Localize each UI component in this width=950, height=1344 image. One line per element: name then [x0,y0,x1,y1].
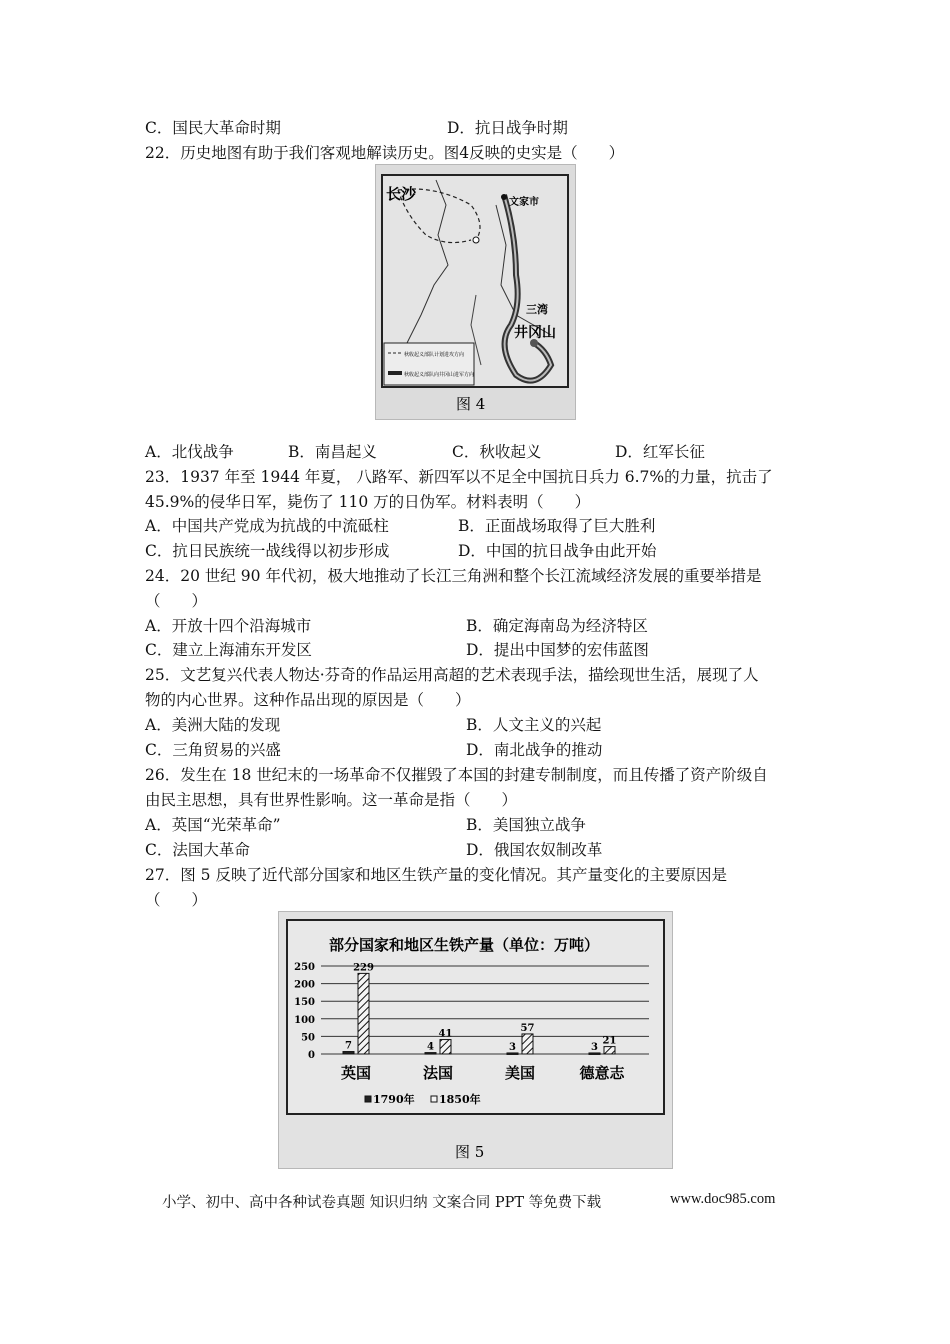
route-map-svg [376,165,575,419]
q24-option-d: D．提出中国梦的宏伟蓝图 [466,641,649,659]
legend-planned: 秋收起义部队计划进攻方向 [404,352,465,358]
category-label: 德意志 [579,1064,625,1082]
figure-4-map [375,164,576,420]
q25-option-c: C．三角贸易的兴盛 [145,741,281,759]
data-label: 41 [438,1028,453,1040]
q22-stem: 22．历史地图有助于我们客观地解读历史。图4反映的史实是（ ） [145,144,625,162]
city-changsha: 长沙 [386,185,417,203]
q23-option-c: C．抗日民族统一战线得以初步形成 [145,542,390,560]
data-label: 4 [427,1041,434,1053]
q21-option-c: C．国民大革命时期 [145,119,281,137]
q24-option-a: A．开放十四个沿海城市 [145,617,312,635]
y-tick-label: 150 [294,997,315,1009]
q23-option-b: B．正面战场取得了巨大胜利 [458,517,656,535]
q26-option-d: D．俄国农奴制改革 [466,841,603,859]
q25-stem-line1: 25．文艺复兴代表人物达·芬奇的作品运用高超的艺术表现手法，描绘现世生活，展现了人 [145,666,759,684]
place-sanwan: 三湾 [526,303,548,316]
q23-option-d: D．中国的抗日战争由此开始 [458,542,657,560]
q24-option-b: B．确定海南岛为经济特区 [466,617,648,635]
bar-3-0 [589,1053,600,1055]
bar-0-1 [358,973,369,1054]
figure-5-caption: 图 5 [455,1143,485,1161]
y-tick-label: 100 [294,1014,315,1026]
legend-label-1: 1850年 [439,1093,481,1106]
data-label: 3 [591,1041,598,1053]
q26-option-b: B．美国独立战争 [466,816,586,834]
q27-stem-line2: （ ） [145,891,208,909]
bar-1-0 [425,1053,436,1055]
q23-stem-line1: 23．1937 年至 1944 年夏， 八路军、新四军以不足全中国抗日兵力 6.7%的力量，抗击了 [145,468,773,486]
q22-option-d: D．红军长征 [615,443,705,461]
figure-4-caption: 图 4 [456,395,486,413]
q23-option-a: A．中国共产党成为抗战的中流砥柱 [145,517,389,535]
q26-stem-line2: 由民主思想，具有世界性影响。这一革命是指（ ） [145,791,518,809]
q24-stem-line2: （ ） [145,592,208,610]
q26-option-a: A．英国“光荣革命” [145,816,281,834]
q26-stem-line1: 26．发生在 18 世纪末的一场革命不仅摧毁了本国的封建专制制度，而且传播了资产阶级自 [145,766,768,784]
category-label: 英国 [340,1064,372,1082]
wenjiashi-marker [501,194,507,200]
bar-2-0 [507,1053,518,1055]
footer-url: www.doc985.com [670,1191,776,1207]
q27-stem-line1: 27．图 5 反映了近代部分国家和地区生铁产量的变化情况。其产量变化的主要原因是 [145,866,727,884]
pig-iron-bar-chart [279,912,672,1168]
legend-swatch-0 [365,1096,371,1102]
bar-3-1 [604,1047,615,1054]
chart-title: 部分国家和地区生铁产量（单位：万吨） [329,936,600,954]
footer-ad-text: 小学、初中、高中各种试卷真题 知识归纳 文案合同 PPT 等免费下载 [162,1195,602,1211]
q25-stem-line2: 物的内心世界。这种作品出现的原因是（ ） [145,691,471,709]
legend-swatch-1 [431,1096,437,1102]
category-label: 法国 [422,1064,454,1082]
q26-option-c: C．法国大革命 [145,841,250,859]
data-label: 229 [353,962,374,974]
data-label: 21 [602,1035,617,1047]
y-tick-label: 50 [301,1032,315,1044]
place-jinggangshan: 井冈山 [514,325,556,341]
data-label: 57 [520,1022,535,1034]
q22-option-b: B．南昌起义 [288,443,377,461]
bar-2-1 [522,1034,533,1054]
data-label: 7 [345,1040,352,1052]
data-label: 3 [509,1041,516,1053]
bar-0-0 [343,1052,354,1054]
q25-option-a: A．美洲大陆的发现 [145,716,281,734]
q25-option-d: D．南北战争的推动 [466,741,603,759]
y-tick-label: 250 [294,962,315,973]
y-tick-label: 0 [308,1050,315,1061]
q24-option-c: C．建立上海浦东开发区 [145,641,312,659]
q21-option-d: D．抗日战争时期 [447,119,568,137]
legend-march: 秋收起义部队向井冈山进军方向 [404,372,475,378]
q24-stem-line1: 24．20 世纪 90 年代初，极大地推动了长江三角洲和整个长江流域经济发展的重要举措是 [145,567,762,585]
q22-option-c: C．秋收起义 [452,443,542,461]
legend-label-0: 1790年 [373,1093,415,1106]
q25-option-b: B．人文主义的兴起 [466,716,602,734]
y-tick-label: 200 [294,979,315,991]
bar-1-1 [440,1040,451,1054]
q23-stem-line2: 45.9%的侵华日军，毙伤了 110 万的日伪军。材料表明（ ） [145,493,591,511]
category-label: 美国 [504,1064,536,1082]
city-wenjiashi: 文家市 [509,197,539,208]
figure-5-chart [278,911,673,1169]
q22-option-a: A．北伐战争 [145,443,234,461]
